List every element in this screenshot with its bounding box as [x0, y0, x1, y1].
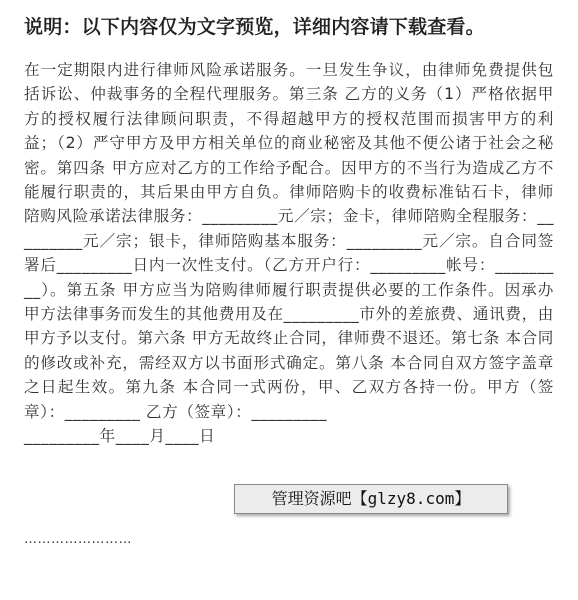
contract-text: 在一定期限内进行律师风险承诺服务。一旦发生争议，由律师免费提供包括诉讼、仲裁事务的全程代理服务。第三条 乙方的义务（1）严格依据甲方的授权履行法律顾问职责，不得超越甲方的授权范围而损害甲方的利益；（2）严守甲方及甲方相关单位的商业秘密及其他不便公诸于社会之秘密。第四条 甲方应对乙方的工作给予配合。因甲方的不当行为造成乙方不能履行职责的，其后果由甲方自负。律师陪购卡的收费标准钻石卡，律师陪购风险承诺法律服务：_________元／宗；金卡，律师陪购全程服务：_________元／宗；银卡，律师陪购基本服务：_________元／宗。自合同签署后_________日内一次性支付。（乙方开户行：_________帐号：_________）。第五条 甲方应当为陪购律师履行职责提供必要的工作条件。因承办甲方法律事务而发生的其他费用及在_________市外的差旅费、通讯费，由甲方予以支付。第六条 甲方无故终止合同，律师费不退还。第七条 本合同的修改或补充，需经双方以书面形式确定。第八条 本合同自双方签字盖章之日起生效。第九条 本合同一式两份，甲、乙双方各持一份。甲方（签章）：_________ 乙方（签章）：_________: [24, 61, 554, 421]
watermark-site: glzy8.com: [367, 489, 455, 508]
truncation-ellipsis: ……………………: [24, 532, 132, 547]
date-line: _________年____月____日: [24, 427, 216, 446]
watermark-badge: [234, 484, 508, 514]
preview-notice: 说明：以下内容仅为文字预览，详细内容请下载查看。: [24, 16, 485, 38]
document-body: [24, 58, 554, 449]
watermark-text: 管理资源吧【: [271, 489, 368, 508]
watermark-close: 】: [454, 489, 471, 508]
